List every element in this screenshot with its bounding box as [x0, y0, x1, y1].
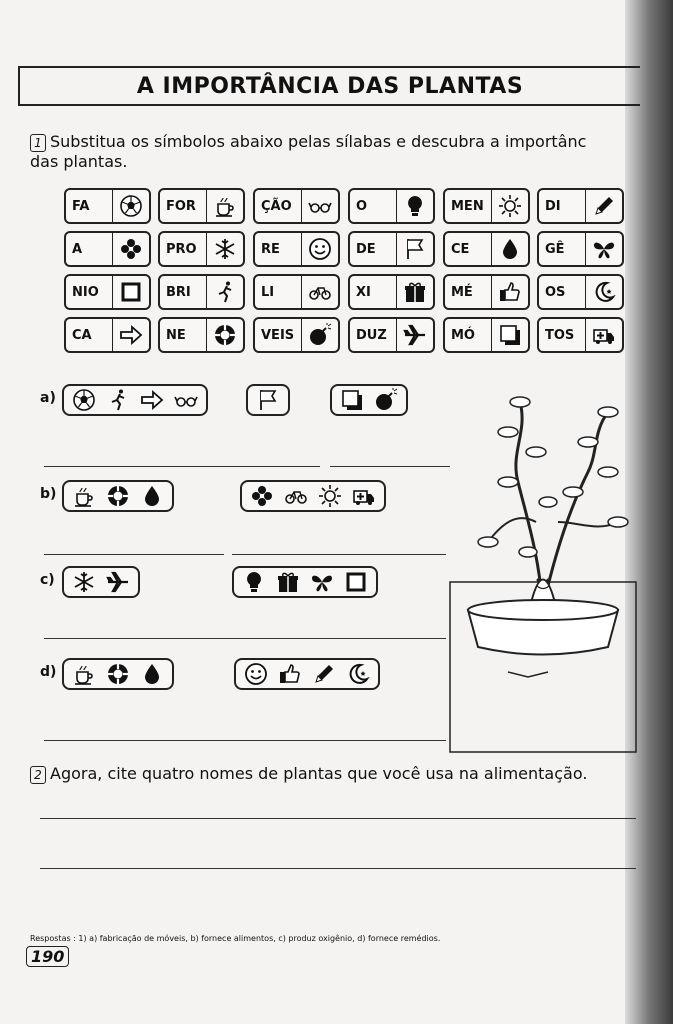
symbol	[492, 233, 528, 265]
lifebuoy-icon	[106, 662, 130, 686]
answer-line[interactable]	[232, 740, 446, 741]
coffee-cup-icon	[72, 662, 96, 686]
question-item-label: c)	[40, 572, 55, 588]
square-icon	[344, 570, 368, 594]
answer-line[interactable]	[232, 554, 446, 555]
question-number: 1	[30, 134, 46, 152]
symbol	[207, 233, 243, 265]
snowflake-icon	[72, 570, 96, 594]
drop-icon	[140, 484, 164, 508]
syllable-label: VEIS	[255, 319, 302, 351]
syllable-label: MEN	[445, 190, 492, 222]
syllable-cell	[348, 274, 435, 310]
moon-icon	[346, 662, 370, 686]
symbol-word-box	[330, 384, 408, 416]
syllable-cell	[158, 231, 245, 267]
symbol	[586, 190, 622, 222]
arrow-icon	[119, 323, 143, 347]
lifebuoy-icon	[106, 484, 130, 508]
smiley-icon	[244, 662, 268, 686]
syllable-label: OS	[539, 276, 586, 308]
syllable-cell	[253, 231, 340, 267]
bicycle-icon	[308, 280, 332, 304]
symbol	[302, 276, 338, 308]
syllable-cell	[253, 317, 340, 353]
syllable-cell	[537, 188, 624, 224]
question-item-label: a)	[40, 390, 56, 406]
syllable-label: RE	[255, 233, 302, 265]
airplane-icon	[106, 570, 130, 594]
symbol	[113, 233, 149, 265]
title-box	[18, 66, 640, 106]
bomb-icon	[308, 323, 332, 347]
runner-icon	[213, 280, 237, 304]
symbol-word-box	[246, 384, 290, 416]
syllable-label: GÊ	[539, 233, 586, 265]
smiley-icon	[308, 237, 332, 261]
syllable-cell	[253, 274, 340, 310]
syllable-cell	[348, 317, 435, 353]
symbol	[397, 319, 433, 351]
symbol	[113, 276, 149, 308]
soccer-ball-icon	[119, 194, 143, 218]
symbol-word-box	[232, 566, 378, 598]
sun-icon	[498, 194, 522, 218]
flag-icon	[256, 388, 280, 412]
syllable-label: ÇÃO	[255, 190, 302, 222]
syllable-label: A	[66, 233, 113, 265]
symbol	[586, 319, 622, 351]
flag-icon	[403, 237, 427, 261]
runner-icon	[106, 388, 130, 412]
syllable-label: MÉ	[445, 276, 492, 308]
drop-icon	[498, 237, 522, 261]
question-1-text-line1: Substitua os símbolos abaixo pelas sílabas e descubra a importânc	[50, 132, 587, 151]
symbol	[207, 190, 243, 222]
moon-icon	[592, 280, 616, 304]
coffee-cup-icon	[72, 484, 96, 508]
thumbs-up-icon	[278, 662, 302, 686]
symbol	[113, 190, 149, 222]
syllable-cell	[253, 188, 340, 224]
syllable-label: XI	[350, 276, 397, 308]
symbol	[492, 190, 528, 222]
syllable-label: PRO	[160, 233, 207, 265]
answer-line[interactable]	[330, 466, 450, 467]
symbol	[492, 276, 528, 308]
answer-key: Respostas : 1) a) fabricação de móveis, b) fornece alimentos, c) produz oxigênio, d) fornece remédios.	[30, 934, 441, 943]
symbol	[397, 233, 433, 265]
syllable-label: CA	[66, 319, 113, 351]
arrow-icon	[140, 388, 164, 412]
lifebuoy-icon	[213, 323, 237, 347]
symbol-word-box	[234, 658, 380, 690]
symbol	[207, 276, 243, 308]
pencil-icon	[312, 662, 336, 686]
page-number: 190	[26, 946, 69, 967]
syllable-cell	[537, 231, 624, 267]
syllable-label: BRI	[160, 276, 207, 308]
lightbulb-icon	[242, 570, 266, 594]
question-item-label: b)	[40, 486, 57, 502]
ambulance-icon	[592, 323, 616, 347]
gift-icon	[276, 570, 300, 594]
potted-tree-illustration	[448, 372, 638, 754]
symbol-word-box	[62, 658, 174, 690]
symbol	[302, 190, 338, 222]
question-number: 2	[30, 766, 46, 784]
bomb-icon	[374, 388, 398, 412]
bicycle-icon	[284, 484, 308, 508]
question-1	[30, 132, 586, 172]
drop-icon	[140, 662, 164, 686]
syllable-label: O	[350, 190, 397, 222]
glasses-icon	[174, 388, 198, 412]
syllable-cell	[348, 188, 435, 224]
syllable-label: DE	[350, 233, 397, 265]
answer-line[interactable]	[40, 868, 636, 869]
snowflake-icon	[213, 237, 237, 261]
soccer-ball-icon	[72, 388, 96, 412]
symbol-word-box	[62, 566, 140, 598]
syllable-cell	[537, 317, 624, 353]
coffee-cup-icon	[213, 194, 237, 218]
syllable-label: FA	[66, 190, 113, 222]
syllable-cell	[348, 231, 435, 267]
syllable-cell	[158, 317, 245, 353]
lightbulb-icon	[403, 194, 427, 218]
question-item-label: d)	[40, 664, 57, 680]
symbol-word-box	[62, 384, 208, 416]
gift-icon	[403, 280, 427, 304]
syllable-label: TOS	[539, 319, 586, 351]
question-2-text: Agora, cite quatro nomes de plantas que você usa na alimentação.	[50, 764, 588, 783]
syllable-label: LI	[255, 276, 302, 308]
question-2	[30, 764, 587, 784]
syllable-label: NE	[160, 319, 207, 351]
page-title: A IMPORTÂNCIA DAS PLANTAS	[136, 73, 524, 99]
pencil-icon	[592, 194, 616, 218]
symbol-word-box	[240, 480, 386, 512]
shadow-square-icon	[340, 388, 364, 412]
answer-line[interactable]	[40, 818, 636, 819]
question-1-text-line2: das plantas.	[30, 152, 128, 171]
symbol-word-box	[62, 480, 174, 512]
butterfly-icon	[592, 237, 616, 261]
syllable-cell	[64, 231, 151, 267]
airplane-icon	[403, 323, 427, 347]
symbol	[492, 319, 528, 351]
syllable-label: DI	[539, 190, 586, 222]
answer-line[interactable]	[44, 466, 320, 467]
syllable-cell	[158, 188, 245, 224]
syllable-label: NIO	[66, 276, 113, 308]
syllable-cell	[537, 274, 624, 310]
syllable-label: MÓ	[445, 319, 492, 351]
syllable-label: DUZ	[350, 319, 397, 351]
syllable-label: CE	[445, 233, 492, 265]
syllable-cell	[64, 274, 151, 310]
clover-icon	[250, 484, 274, 508]
syllable-label: FOR	[160, 190, 207, 222]
symbol	[207, 319, 243, 351]
symbol	[397, 190, 433, 222]
answer-line[interactable]	[44, 554, 224, 555]
symbol	[586, 276, 622, 308]
answer-line[interactable]	[44, 740, 238, 741]
answer-line[interactable]	[44, 638, 238, 639]
symbol	[397, 276, 433, 308]
syllable-cell	[64, 317, 151, 353]
syllable-cell	[443, 231, 530, 267]
ambulance-icon	[352, 484, 376, 508]
symbol	[302, 319, 338, 351]
syllable-cell	[443, 317, 530, 353]
symbol	[302, 233, 338, 265]
glasses-icon	[308, 194, 332, 218]
shadow-square-icon	[498, 323, 522, 347]
syllable-cell	[443, 188, 530, 224]
syllable-cell	[64, 188, 151, 224]
syllable-cell	[158, 274, 245, 310]
thumbs-up-icon	[498, 280, 522, 304]
syllable-cell	[443, 274, 530, 310]
clover-icon	[119, 237, 143, 261]
square-icon	[119, 280, 143, 304]
symbol	[586, 233, 622, 265]
answer-line[interactable]	[232, 638, 446, 639]
symbol	[113, 319, 149, 351]
sun-icon	[318, 484, 342, 508]
butterfly-icon	[310, 570, 334, 594]
